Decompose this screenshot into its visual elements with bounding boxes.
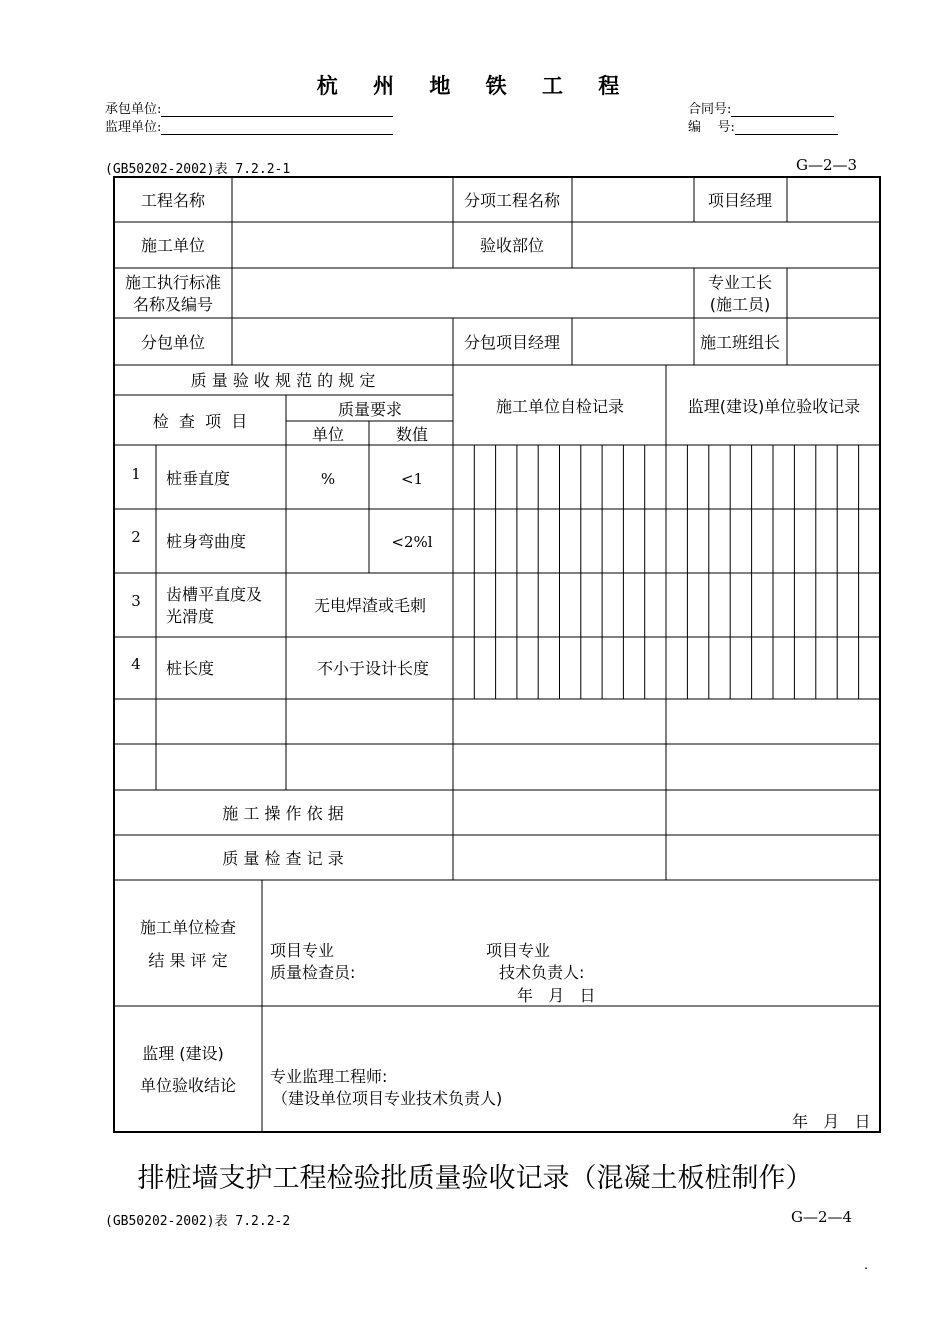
standard-ref-2: (GB50202-2002)表 7.2.2-2 [105,1214,291,1229]
label-check-item: 检 查 项 目 [152,412,248,431]
item-no: 1 [131,465,141,483]
date-1: 年 月 日 [517,986,596,1005]
label-team-leader: 施工班组长 [699,333,781,352]
label-foreman-line2: (施工员) [709,295,771,314]
label-operation-basis: 施 工 操 作 依 据 [222,804,344,823]
label-engineer-line2: （建设单位项目专业技术负责人) [272,1089,503,1108]
form2-title: 排桩墙支护工程检验批质量验收记录（混凝土板桩制作） [137,1163,813,1194]
label-supervision-line2: 单位验收结论 [139,1076,237,1095]
item-value: <1 [400,470,424,488]
label-acceptance-part: 验收部位 [479,236,545,255]
label-subcontractor: 分包单位 [140,333,206,352]
item-name-line2: 光滑度 [166,607,215,626]
item-name: 桩垂直度 [166,469,231,488]
label-quality-record: 质 量 检 查 记 录 [222,849,344,868]
label-eval-line2: 结 果 评 定 [148,951,228,970]
item-no: 2 [131,528,141,546]
supervisor-label: 监理单位: [105,120,162,135]
label-standard-line1: 施工执行标准 [124,273,222,292]
item-name: 桩身弯曲度 [166,532,247,551]
label-value-col: 数值 [395,425,429,444]
table-grid [114,177,880,1132]
label-project-name: 工程名称 [140,191,206,210]
page-title: 杭 州 地 铁 工 程 [316,74,634,98]
label-inspector-line1: 项目专业 [270,941,335,960]
contract-no-label: 合同号: [688,102,732,117]
label-quality-req: 质量要求 [337,400,403,419]
label-project-manager: 项目经理 [707,191,773,210]
label-supervision-record: 监理(建设)单位验收记录 [687,397,861,416]
label-eval-line1: 施工单位检查 [139,918,237,937]
date-2: 年 月 日 [792,1112,871,1131]
label-supervision-line1: 监理 (建设) [142,1044,224,1063]
serial-no-label: 编 号: [688,120,735,135]
label-sub-project-manager: 分包项目经理 [463,333,561,352]
label-self-check-record: 施工单位自检记录 [495,397,625,416]
label-sub-project-name: 分项工程名称 [463,191,561,210]
item-value: <2%l [391,533,433,551]
contractor-label: 承包单位: [105,102,162,117]
label-engineer-line1: 专业监理工程师: [270,1067,388,1086]
label-standard-line2: 名称及编号 [132,295,214,314]
form-code-2: G—2—4 [791,1208,853,1226]
item-name-line1: 齿槽平直度及 [166,585,263,604]
item-requirement: 不小于设计长度 [316,659,430,678]
footer-dot: . [864,1258,869,1273]
table-text [125,191,871,1131]
label-quality-spec: 质 量 验 收 规 范 的 规 定 [190,371,376,390]
label-construction-unit: 施工单位 [140,236,206,255]
item-name: 桩长度 [166,659,215,678]
label-inspector-line2: 质量检查员: [270,963,356,982]
label-foreman-line1: 专业工长 [707,273,773,292]
item-requirement: 无电焊渣或毛刺 [313,596,427,615]
label-tech-line1: 项目专业 [486,941,551,960]
item-unit: % [320,470,336,488]
item-no: 3 [131,592,141,610]
label-unit-col: 单位 [311,425,345,444]
label-tech-line2: 技术负责人: [499,963,585,982]
standard-ref-1: (GB50202-2002)表 7.2.2-1 [105,162,291,177]
item-no: 4 [131,655,141,673]
form-code-1: G—2—3 [796,156,858,174]
